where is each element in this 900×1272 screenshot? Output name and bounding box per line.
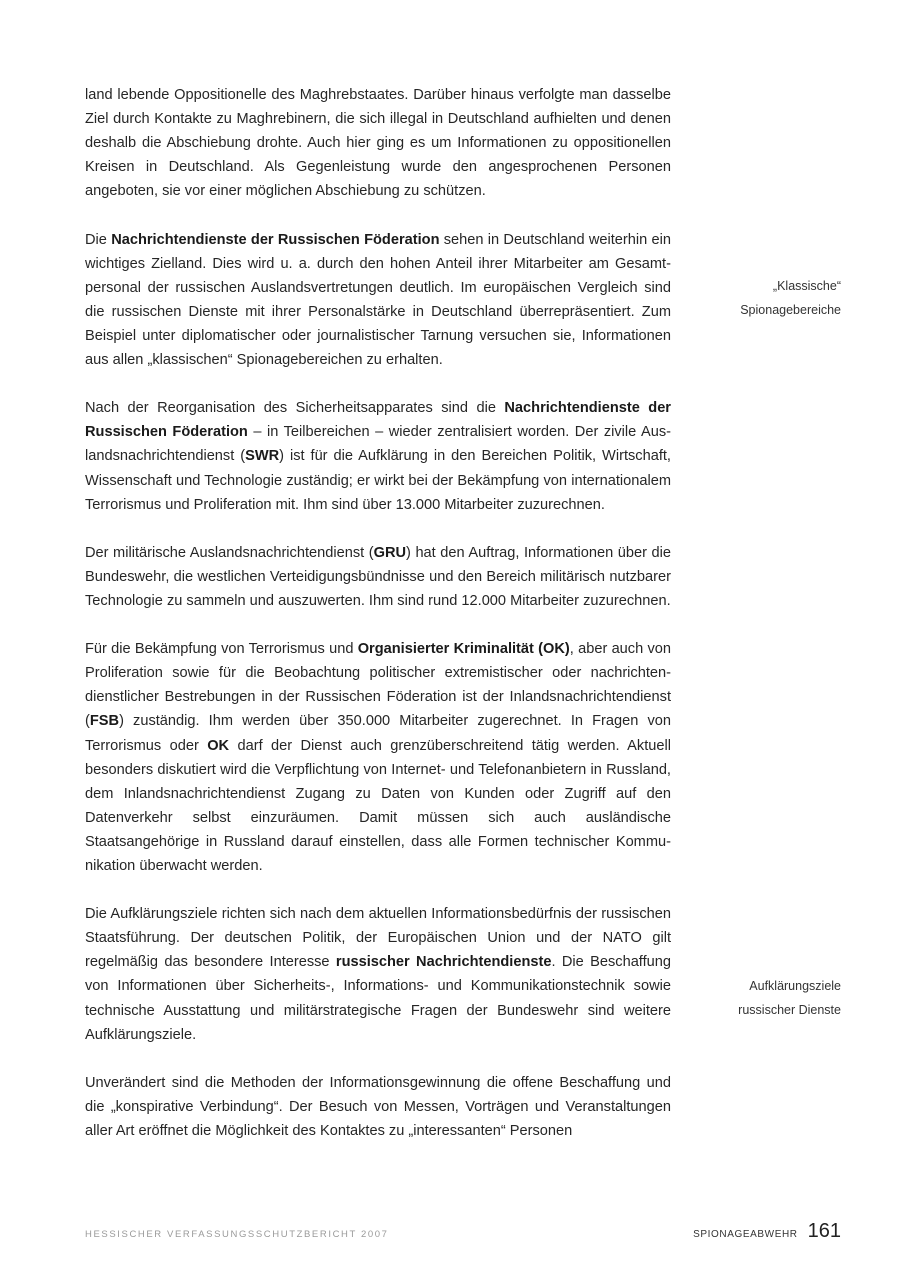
bold-term: SWR <box>245 448 280 465</box>
bold-term: Organisierter Kriminalität (OK) <box>357 641 570 658</box>
bold-term: OK <box>207 737 230 754</box>
bold-term: FSB <box>89 713 120 730</box>
text-run: ) hat den Auftrag, Informationen über die Bundeswehr, die westlichen Verteidigungsbündnisse und den Bereich militärisch nutzbarer Technologie zu sammeln und auszuwerten. Ihm sind rund 12.000 Mitarbeiter zuzurechnen. <box>85 544 671 609</box>
paragraph <box>85 396 671 516</box>
page-number: 161 <box>807 1220 841 1242</box>
margin-note-line: „Klassische“ <box>772 279 841 293</box>
margin-note-line: russischer Dienste <box>738 1003 841 1017</box>
footer-publication-title: HESSISCHER VERFASSUNGSSCHUTZBERICHT 2007 <box>85 1229 389 1240</box>
text-run: – in Teilbereichen – wieder zentralisiert worden. Der zivile Auslandsnachrichtendienst ( <box>85 424 672 465</box>
text-run: Für die Bekämpfung von Terrorismus und <box>85 641 358 658</box>
bold-term: Nachrichtendienste der Russischen Föderation <box>111 231 440 248</box>
bold-term: GRU <box>373 544 407 561</box>
text-run: ) ist für die Aufklärung in den Bereichen Politik, Wirtschaft, Wissenschaft und Technologie zuständig; er wirkt bei der Bekämpfung von internationalem Terrorismus und Proliferation mit. Ihm sind über 13.000 Mitarbeiter zuzurechnen. <box>85 448 671 513</box>
paragraph <box>85 1071 671 1143</box>
text-run: Nach der Reorganisation des Sicherheitsapparates sind die <box>85 400 505 417</box>
text-run: land lebende Oppositionelle des Maghrebstaates. Darüber hinaus verfolgte man dasselbe Ziel durch Kontakte zu Maghrebinern, die sich illegal in Deutschland aufhielten und denen deshalb die Abschiebung drohte. Auch hier ging es um Informationen zu oppositionellen Kreisen in Deutschland. Als Gegenleistung wurde den angesprochenen Personen angeboten, sie vor einer möglichen Abschiebung zu schützen. <box>85 87 671 200</box>
footer-section-page <box>693 1220 841 1243</box>
body-text <box>85 83 671 1167</box>
text-run: Die <box>85 231 112 248</box>
text-run: . Die Beschaffung von Informationen über Sicherheits-, Informations- und Kommunikationstechnik sowie technische Ausstattung und militärstrategische Fragen der Bundeswehr sind weitere Aufklärungsziele. <box>85 954 672 1043</box>
text-run: sehen in Deutschland weiterhin ein wichtiges Zielland. Dies wird u. a. durch den hohen Anteil ihrer Mitarbeiter am Gesamtpersonal der russischen Auslandsvertretungen deutlich. Im europäischen Vergleich sind die russischen Dienste mit ihrer Personalstärke in Deutschland überrepräsentiert. Zum Beispiel unter diplomatischer oder journalistischer Tarnung versuchen sie, Informationen aus allen „klassischen“ Spionagebereichen zu erhalten. <box>85 231 671 369</box>
paragraph <box>85 902 671 1047</box>
margin-note-line: Aufklärungsziele <box>749 979 841 993</box>
text-run: darf der Dienst auch grenzüberschreitend tätig werden. Aktuell besonders diskutiert wird die Verpflichtung von Internet- und Telefonanbietern in Russland, dem Inlandsnachrichtendienst Zugang zu Daten von Kunden oder Zugriff auf den Datenverkehr selbst einzuräumen. Damit müssen sich auch ausländische Staatsangehörige in Russland darauf einstellen, dass alle Formen technischer Kommunikation überwacht werden. <box>85 737 671 874</box>
bold-term: Nachrichtendienste der Russischen Föderation <box>85 400 671 441</box>
bold-term: russischer Nachrichtendienste <box>335 954 552 971</box>
paragraph <box>85 637 671 878</box>
text-run: Die Aufklärungsziele richten sich nach dem aktuellen Informationsbedürfnis der russischen Staatsführung. Der deutschen Politik, der Europäischen Union und der NATO gilt regelmäßig das besondere Interesse <box>85 906 671 971</box>
text-run: ) zuständig. Ihm werden über 350.000 Mitarbeiter zugerechnet. In Fragen von Terrorismus oder <box>85 713 671 754</box>
margin-note-classic-espionage <box>706 274 841 322</box>
footer-section-title: SPIONAGEABWEHR <box>693 1229 798 1240</box>
text-run: Unverändert sind die Methoden der Informationsgewinnung die offene Beschaffung und die „konspirative Verbindung“. Der Besuch von Messen, Vorträgen und Veranstaltungen aller Art eröffnet die Möglichkeit des Kontaktes zu „interessanten“ Personen <box>85 1074 671 1140</box>
text-run: , aber auch von Proliferation sowie für die Beobachtung politischer extremistischer oder nachrichtendienstlicher Bestrebungen in der Russischen Föderation ist der Inlandsnachrichtendienst ( <box>85 641 672 730</box>
paragraph <box>85 83 671 203</box>
margin-note-line: Spionagebereiche <box>740 303 841 317</box>
text-run: Der militärische Auslandsnachrichtendienst ( <box>85 544 374 561</box>
paragraph <box>85 541 671 613</box>
margin-note-intelligence-targets <box>706 974 841 1022</box>
paragraph <box>85 228 671 373</box>
